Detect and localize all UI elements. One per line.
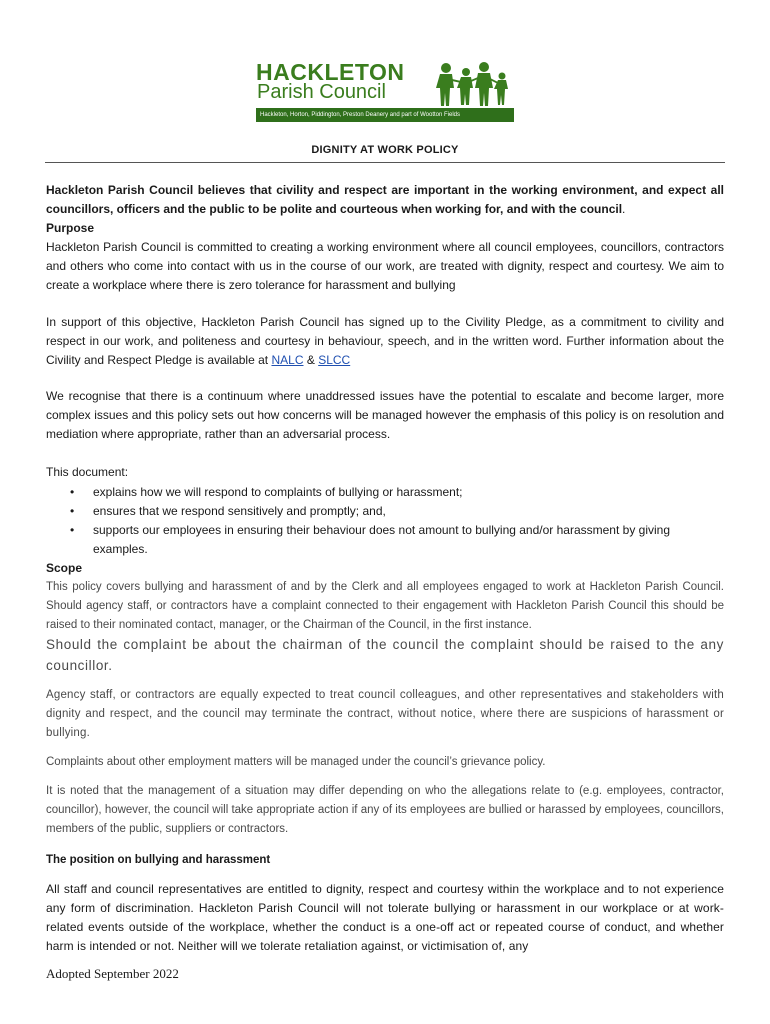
logo-subtitle: Parish Council	[257, 81, 386, 103]
list-item	[70, 483, 724, 502]
bullet-icon: •	[70, 504, 75, 518]
scope-paragraph-1b: Should the complaint be about the chairman of the council the complaint should be raised to the any councillor.	[46, 637, 724, 673]
document-intro: This document:	[46, 465, 129, 479]
purpose-paragraph-1: Hackleton Parish Council is committed to creating a working environment where all council employees, councillors, contractors and others who come into contact with us in the course of our work, are treated with dignity, respect and courtesy. We aim to create a workplace where there is zero tolerance for harassment and bullying	[46, 240, 724, 292]
bullet-icon: •	[70, 485, 75, 499]
intro-text: Hackleton Parish Council believes that civility and respect are important in the working environment, and expect all councillors, officers and the public to be polite and courteous when working for, and with the council	[46, 183, 724, 216]
intro-paragraph	[46, 181, 724, 219]
scope-paragraph-3: Complaints about other employment matters will be managed under the council’s grievance policy.	[46, 756, 546, 768]
council-logo	[256, 60, 516, 122]
scope-paragraph-2: Agency staff, or contractors are equally expected to treat council colleagues, and other representatives and stakeholders with dignity and respect, and the council may terminate the contract, without notice, where there are suspicions of harassment or bullying.	[46, 689, 724, 739]
purpose-paragraph-3: We recognise that there is a continuum where unaddressed issues have the potential to escalate and become larger, more complex issues and this policy sets out how concerns will be managed however the emphasis of this policy is on resolution and mediation where appropriate, rather than an adversarial process.	[46, 389, 724, 441]
bullet-text: explains how we will respond to complaints of bullying or harassment;	[93, 485, 463, 499]
scope-paragraph-1: This policy covers bullying and harassment of and by the Clerk and all employees engaged to work at Hackleton Parish Council. Should agency staff, or contractors have a complaint connected to their engagement with Hackleton Parish Council this should be raised to their nominated contact, manager, or the Chairman of the Council, in the first instance.	[46, 581, 724, 631]
position-heading: The position on bullying and harassment	[46, 854, 271, 866]
list-item	[70, 502, 724, 521]
page-title: DIGNITY AT WORK POLICY	[311, 144, 459, 156]
footer-adopted-date: Adopted September 2022	[46, 966, 179, 981]
purpose-paragraph-2-text: In support of this objective, Hackleton Parish Council has signed up to the Civility Pledge, as a commitment to civility and respect in our work, and politeness and courtesy in behaviour, speech, and in the written word. Further information about the Civility and Respect Pledge is available at	[46, 315, 724, 367]
bullet-icon: •	[70, 523, 75, 537]
scope-paragraph-4: It is noted that the management of a situation may differ depending on who the allegations relate to (e.g. employees, contractor, councillor), however, the council will take appropriate action if any of its employees are bullied or harassed by employees, councillors, members of the public, suppliers or contractors.	[46, 785, 724, 835]
purpose-paragraph-2	[46, 313, 724, 370]
logo-name: HACKLETON	[256, 59, 405, 85]
scope-heading: Scope	[46, 561, 83, 575]
purpose-heading: Purpose	[46, 221, 95, 235]
intro-end: .	[622, 202, 626, 216]
bullet-text: supports our employees in ensuring their behaviour does not amount to bullying and/or harassment by giving examples.	[93, 523, 671, 556]
bullet-text: ensures that we respond sensitively and promptly; and,	[93, 504, 386, 518]
position-paragraph-1: All staff and council representatives are entitled to dignity, respect and courtesy within the workplace and to not experience any form of discrimination. Hackleton Parish Council will not tolerate bullying or harassment in our workplace or at work-related events outside of the workplace, whether the conduct is a one-off act or repeated course of conduct, and whether harm is intended or not. Neither will we tolerate retaliation against, or victimisation of, any	[46, 882, 724, 953]
title-divider	[45, 162, 725, 163]
link-separator: &	[306, 353, 315, 367]
bullet-list	[70, 483, 724, 559]
logo-strip: Hackleton, Horton, Piddington, Preston Deanery and part of Wootton Fields	[256, 108, 514, 122]
slcc-link[interactable]: SLCC	[318, 353, 351, 367]
family-silhouette-icon	[434, 61, 514, 107]
nalc-link[interactable]: NALC	[271, 353, 304, 367]
list-item	[70, 521, 724, 559]
